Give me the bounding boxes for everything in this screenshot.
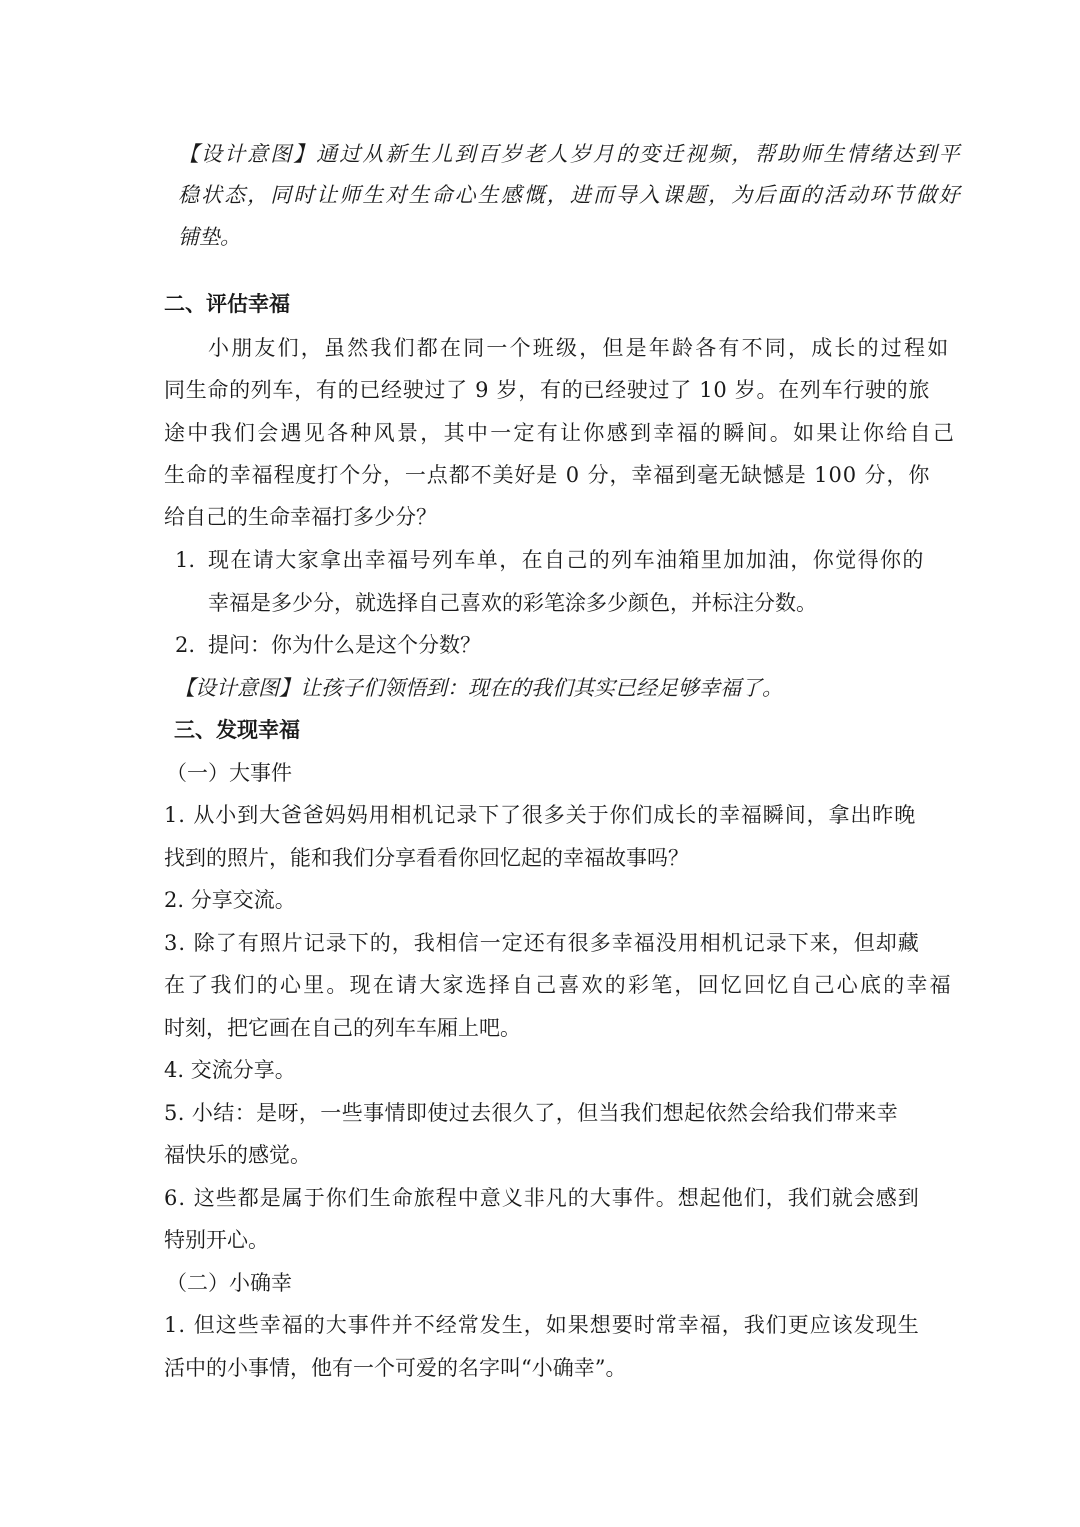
item-3-3-line-2: 在了我们的心里。现在请大家选择自己喜欢的彩笔，回忆回忆自己心底的幸福: [164, 973, 953, 997]
item-3-6-line-1: 6. 这些都是属于你们生命旅程中意义非凡的大事件。想起他们，我们就会感到: [164, 1186, 920, 1210]
list-item-1-line-2: 幸福是多少分，就选择自己喜欢的彩笔涂多少颜色，并标注分数。: [208, 591, 817, 615]
item-3-3-line-3: 时刻，把它画在自己的列车车厢上吧。: [164, 1016, 521, 1040]
list-number-2: 2.: [175, 633, 196, 657]
list-item-2-line-1: 提问：你为什么是这个分数？: [208, 633, 481, 657]
item-3-6-line-2: 特别开心。: [164, 1228, 269, 1252]
paragraph-line-1: 小朋友们，虽然我们都在同一个班级，但是年龄各有不同，成长的过程如: [208, 336, 951, 360]
item-3-1-line-2: 找到的照片，能和我们分享看看你回忆起的幸福故事吗？: [164, 846, 689, 870]
subheading-big-events: （一）大事件: [166, 761, 292, 785]
item-3-3-line-1: 3. 除了有照片记录下的，我相信一定还有很多幸福没用相机记录下来，但却藏: [164, 931, 920, 955]
paragraph-line-5: 给自己的生命幸福打多少分？: [164, 505, 437, 529]
design-intent-2: 【设计意图】让孩子们领悟到：现在的我们其实已经足够幸福了。: [174, 676, 783, 700]
section-heading-2: 二、评估幸福: [164, 291, 290, 316]
subheading-small-happiness: （二）小确幸: [166, 1271, 292, 1295]
paragraph-line-3: 途中我们会遇见各种风景，其中一定有让你感到幸福的瞬间。如果让你给自己: [164, 421, 957, 445]
paragraph-line-2: 同生命的列车，有的已经驶过了 9 岁，有的已经驶过了 10 岁。在列车行驶的旅: [164, 378, 931, 402]
list-item-1-line-1: 现在请大家拿出幸福号列车单，在自己的列车油箱里加加油，你觉得你的: [208, 548, 925, 572]
list-number-1: 1.: [175, 548, 196, 572]
item-3b-1-line-2: 活中的小事情，他有一个可爱的名字叫“小确幸”。: [164, 1356, 627, 1380]
item-3-2: 2. 分享交流。: [164, 888, 296, 912]
item-3-4: 4. 交流分享。: [164, 1058, 296, 1082]
design-intent-line-1: 【设计意图】通过从新生儿到百岁老人岁月的变迁视频，帮助师生情绪达到平: [178, 142, 962, 166]
design-intent-line-2: 稳状态，同时让师生对生命心生感慨，进而导入课题，为后面的活动环节做好: [178, 183, 962, 207]
design-intent-line-3: 铺垫。: [178, 225, 241, 249]
item-3b-1-line-1: 1. 但这些幸福的大事件并不经常发生，如果想要时常幸福，我们更应该发现生: [164, 1313, 920, 1337]
item-3-1-line-1: 1. 从小到大爸爸妈妈用相机记录下了很多关于你们成长的幸福瞬间，拿出昨晚: [164, 803, 917, 827]
section-heading-3: 三、发现幸福: [174, 717, 300, 742]
item-3-5-line-1: 5. 小结：是呀，一些事情即使过去很久了，但当我们想起依然会给我们带来幸: [164, 1101, 899, 1125]
item-3-5-line-2: 福快乐的感觉。: [164, 1143, 311, 1167]
paragraph-line-4: 生命的幸福程度打个分，一点都不美好是 0 分，幸福到毫无缺憾是 100 分，你: [164, 463, 931, 487]
